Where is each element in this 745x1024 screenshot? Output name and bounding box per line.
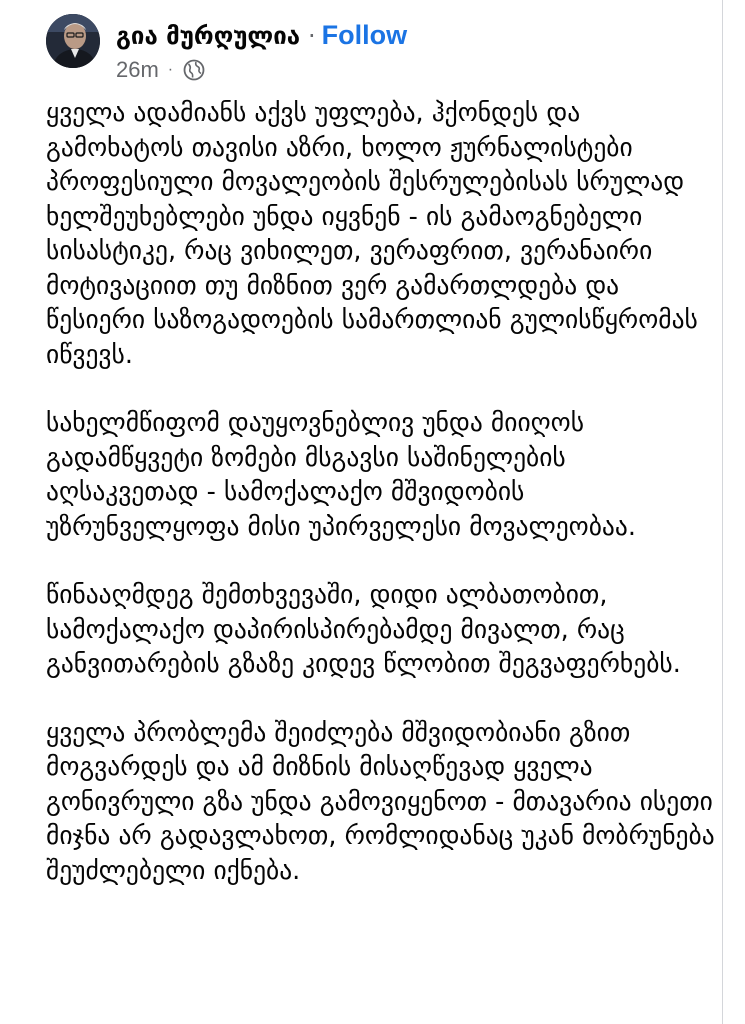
meta-separator: ·	[167, 61, 174, 78]
post-paragraph: წინააღმდეგ შემთხვევაში, დიდი ალბათობით, სამოქალაქო დაპირისპირებამდე მივალთ, რაც განვითარების გზაზე კიდევ წლობით შეგვაფერხებს.	[46, 580, 681, 679]
post-paragraph: ყველა პრობლემა შეიძლება მშვიდობიანი გზით მოგვარდეს და ამ მიზნის მისაღწევად ყველა გონივრული გზა უნდა გამოვიყენოთ - მთავარია ისეთი მიჯნა არ გადავლახოთ, რომლიდანაც უკან მობრუნება შეუძლებელი იქნება.	[46, 717, 715, 886]
post-timestamp[interactable]: 26m	[116, 57, 159, 82]
post-meta	[116, 56, 205, 84]
avatar[interactable]	[46, 14, 100, 68]
author-line	[116, 18, 407, 53]
name-separator: ·	[308, 22, 316, 50]
post-body	[46, 96, 718, 922]
post-header	[46, 14, 715, 84]
globe-icon[interactable]	[183, 59, 205, 81]
post-card-edge	[722, 0, 723, 1024]
follow-button[interactable]: Follow	[321, 20, 408, 50]
post-paragraph: სახელმწიფომ დაუყოვნებლივ უნდა მიიღოს გადამწყვეტი ზომები მსგავსი საშინელების აღსაკვეთად - სამოქალაქო მშვიდობის უზრუნველყოფა მისი უპირველესი მოვალეობაა.	[46, 408, 636, 542]
author-name[interactable]: გია მურღულია	[116, 22, 301, 50]
post-paragraph: ყველა ადამიანს აქვს უფლება, ჰქონდეს და გამოხატოს თავისი აზრი, ხოლო ჟურნალისტები პროფესიული მოვალეობის შესრულებისას სრულად ხელშეუხებლები უნდა იყვნენ - ის გამაოგნებელი სისასტიკე, რაც ვიხილეთ, ვერაფრით, ვერანაირი მოტივაციით თუ მიზნით ვერ გამართლდება და წესიერი საზოგადოების სამართლიან გულისწყრომას იწვევს.	[46, 98, 698, 370]
avatar-photo	[46, 14, 100, 68]
